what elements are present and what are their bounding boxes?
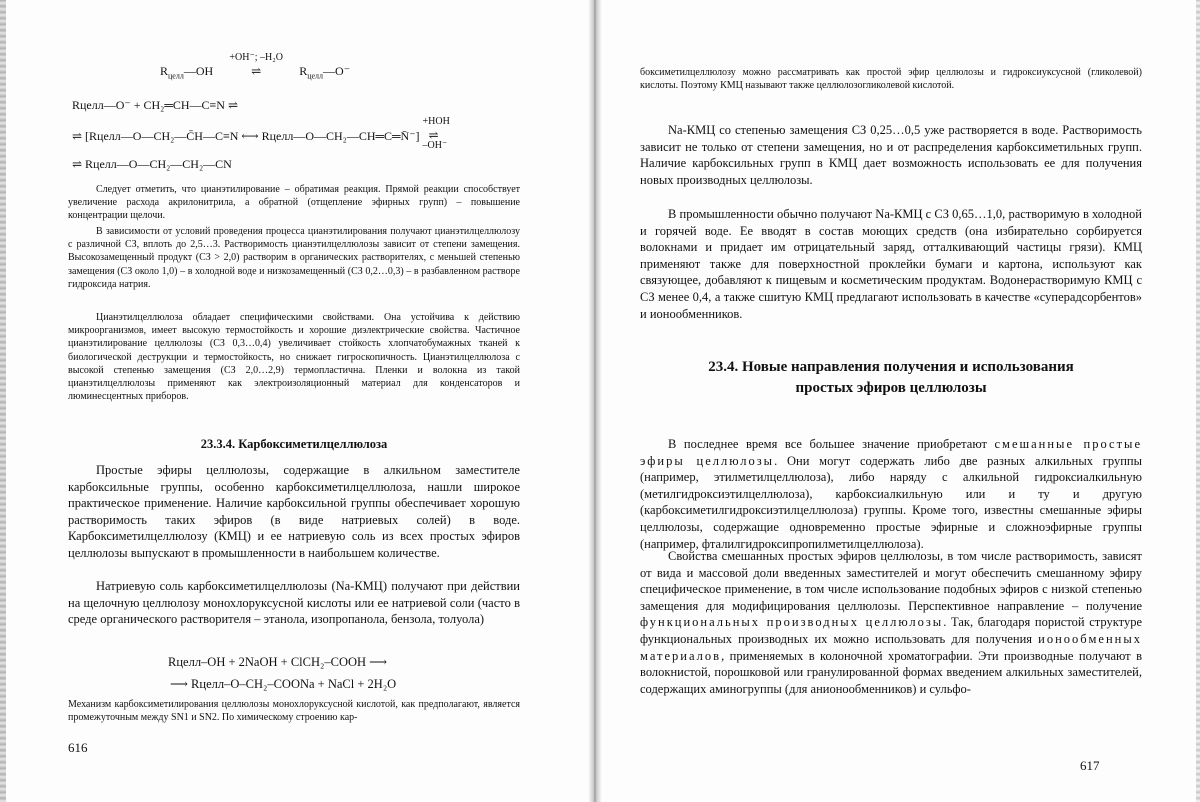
section-heading — [640, 357, 1142, 399]
paragraph — [640, 436, 1142, 552]
formula-text: —OH — [183, 64, 214, 78]
section-subheading: 23.3.4. Карбоксиметилцеллюлоза — [200, 437, 388, 451]
equation-line-1: Rцелл–OH + 2NaOH + ClCH₂–COOH ⟶ — [168, 655, 388, 669]
page-616 — [0, 0, 590, 802]
emphasized-term: функциональных производных целлюлозы — [640, 615, 944, 630]
paragraph: Na-КМЦ со степенью замещения СЗ 0,25…0,5 уже растворяется в воде. Растворимость зависит не только от степени замещения, но и от распределения карбоксиметильных групп. Наличие карбоксильных групп в КМЦ дает возможность использовать ее для получения новых производных целлюлозы. — [640, 123, 1142, 187]
page-number: 616 — [68, 740, 88, 755]
page-number: 617 — [1080, 758, 1100, 773]
heading-line: 23.4. Новые направления получения и использования — [708, 359, 1074, 375]
page-617 — [600, 0, 1200, 802]
paragraph-small: Цианэтилцеллюлоза обладает специфическими свойствами. Она устойчива к действию микроорганизмов, имеет высокую термостойкость и хорошие диэлектрические свойства. Частичное цианэтилирование целлюлозы (СЗ 0,3…0,4) увеличивает стойкость хлопчатобумажных тканей к биологической деструкции и термостойкость, но снижает гигроскопичность. Цианэтилцеллюлоза с высокой степенью замещения (СЗ 2,0…2,9) термопластична. Пленки и волокна из такой цианэтилцеллюлозы применяют как электроизоляционный материал для конденсаторов и люминесцентных приборов. — [68, 312, 520, 403]
formula-sub: целл — [307, 71, 324, 81]
emphasized-term: смешанные простые эфиры целлюлозы — [640, 437, 1143, 468]
text-run: В последнее время все большее значение приобретают — [668, 437, 995, 451]
formula-step-2 — [72, 116, 457, 151]
emphasized-term: ионообменных материалов — [640, 631, 1142, 663]
paragraph — [640, 548, 1142, 697]
formula-text: —O⁻ — [323, 64, 351, 78]
arrow-label: +OH⁻; –H₂O — [229, 52, 283, 63]
formula-text: R — [299, 64, 308, 78]
arrow-label: –OH⁻ — [422, 140, 448, 151]
heading-line: простых эфиров целлюлозы — [795, 380, 987, 396]
paragraph: Натриевую соль карбоксиметилцеллюлозы (Na-КМЦ) получают при действии на щелочную целлюлозу монохлоруксусной кислоты или ее натриевой соли (часто в среде органического растворителя – этанола, изопропанола, бензола, толуола) — [68, 579, 520, 627]
formula-text: R — [160, 64, 169, 78]
page-edge-right — [1196, 0, 1200, 802]
text-run: . Они могут содержать либо две разных алкильных группы (например, этилметилцеллюлоза), либо наряду с алкильной гидроксиалкильную (метилгидроксиэтилцеллюлоза), карбоксиалкильную или и ту и другую (карбоксиметилгидроксиэтилцеллюлоза) группы. Кроме того, известны смешанные эфиры целлюлозы, содержащие одновременно простые эфирные и сложноэфирные группы (например, фталилгидроксипропилметилцеллюлоза). — [640, 453, 1142, 551]
paragraph: Простые эфиры целлюлозы, содержащие в алкильном заместителе карбоксильные группы, особенно карбоксиметилцеллюлоза, нашли широкое практическое применение. Наличие карбоксильной группы обеспечивает хорошую растворимость таких эфиров (в виде натриевых солей) в воде. Карбоксиметилцеллюлозу (КМЦ) и ее натриевую соль из всех простых эфиров целлюлозы выпускают в промышленности в наибольшем количестве. — [68, 463, 520, 560]
paragraph-small: Следует отметить, что цианэтилирование – обратимая реакция. Прямой реакции способствует увеличение расхода акрилонитрила, а обратной (отщепление эфирных групп) – повышение концентрации щелочи. — [68, 184, 520, 222]
equilibrium-arrow: +HOH ⇌ –OH⁻ — [422, 116, 450, 151]
equilibrium-arrow: +OH⁻; –H₂O ⇌ — [216, 64, 296, 79]
formula-text: ⇌ [Rцелл—O—CH₂—C̄H—C≡N ⟷ Rцелл—O—CH₂—CH═C═N̄⁻] — [72, 129, 420, 143]
text-run: . Так, благодаря пористой структуре функциональных производных их можно использовать для получения — [640, 615, 1142, 646]
equation-line-2: ⟶ Rцелл–O–CH₂–COONa + NaCl + 2H₂O — [170, 677, 397, 691]
text-run: Свойства смешанных простых эфиров целлюлозы, в том числе растворимость, зависят от вида и массовой доли введенных заместителей и могут обеспечить смешанному эфиру специфическое применение, в том числе использование подобных эфиров с низкой степенью замещения для модифицирования целлюлозы. Перспективное направление – получение — [640, 549, 1142, 613]
paragraph-small: В зависимости от условий проведения процесса цианэтилирования получают цианэтилцеллюлозу с различной СЗ, вплоть до 2,5…3. Растворимость цианэтилцеллюлозы зависит от степени замещения. Высокозамещенный продукт (СЗ > 2,0) растворим в органических растворителях, с меньшей степенью замещения (СЗ около 1,0) – в холодной воде и низкозамещенный (СЗ 0,2…0,3) – в разбавленном растворе гидроксида натрия. — [68, 226, 520, 290]
formula-step-1: Rцелл—O⁻ + CH₂═CH—C≡N ⇌ — [72, 98, 239, 112]
formula-step-3: ⇌ Rцелл—O—CH₂—CH₂—CN — [72, 157, 232, 171]
text-run: , применяемых в колоночной хроматографии. Эти производные получают в волокнистой, порошковой или гранулированной формах введением алкильных заместителей, содержащих аминогруппы (для анионообменников) и сульфо- — [640, 648, 1142, 696]
paragraph-small: боксиметилцеллюлозу можно рассматривать как простой эфир целлюлозы и гидроксиуксусной (гликолевой) кислоты. Поэтому КМЦ называют также целлюлозогликолевой кислотой. — [640, 67, 1142, 92]
paragraph-small: Механизм карбоксиметилирования целлюлозы монохлоруксусной кислотой, как предполагают, является промежуточным между SN1 и SN2. По химическому строению кар- — [68, 699, 520, 724]
formula-sub: целл — [168, 71, 184, 81]
arrow-label: +HOH — [422, 116, 450, 127]
paragraph: В промышленности обычно получают Na-КМЦ с СЗ 0,65…1,0, растворимую в холодной и горячей воде. Ее вводят в состав моющих средств (она избирательно сорбируется волокнами и придает им отрицательный заряд, отталкивающий частицы грязи). КМЦ применяют также для поверхностной проклейки бумаги и картона, используют как связующее, добавляют к пищевым и косметическим продуктам. Водонерастворимую КМЦ с СЗ менее 0,4, а также сшитую КМЦ предлагают использовать в качестве «суперадсорбентов» и ионообменников. — [640, 207, 1142, 321]
formula-alkoxide — [160, 52, 351, 81]
